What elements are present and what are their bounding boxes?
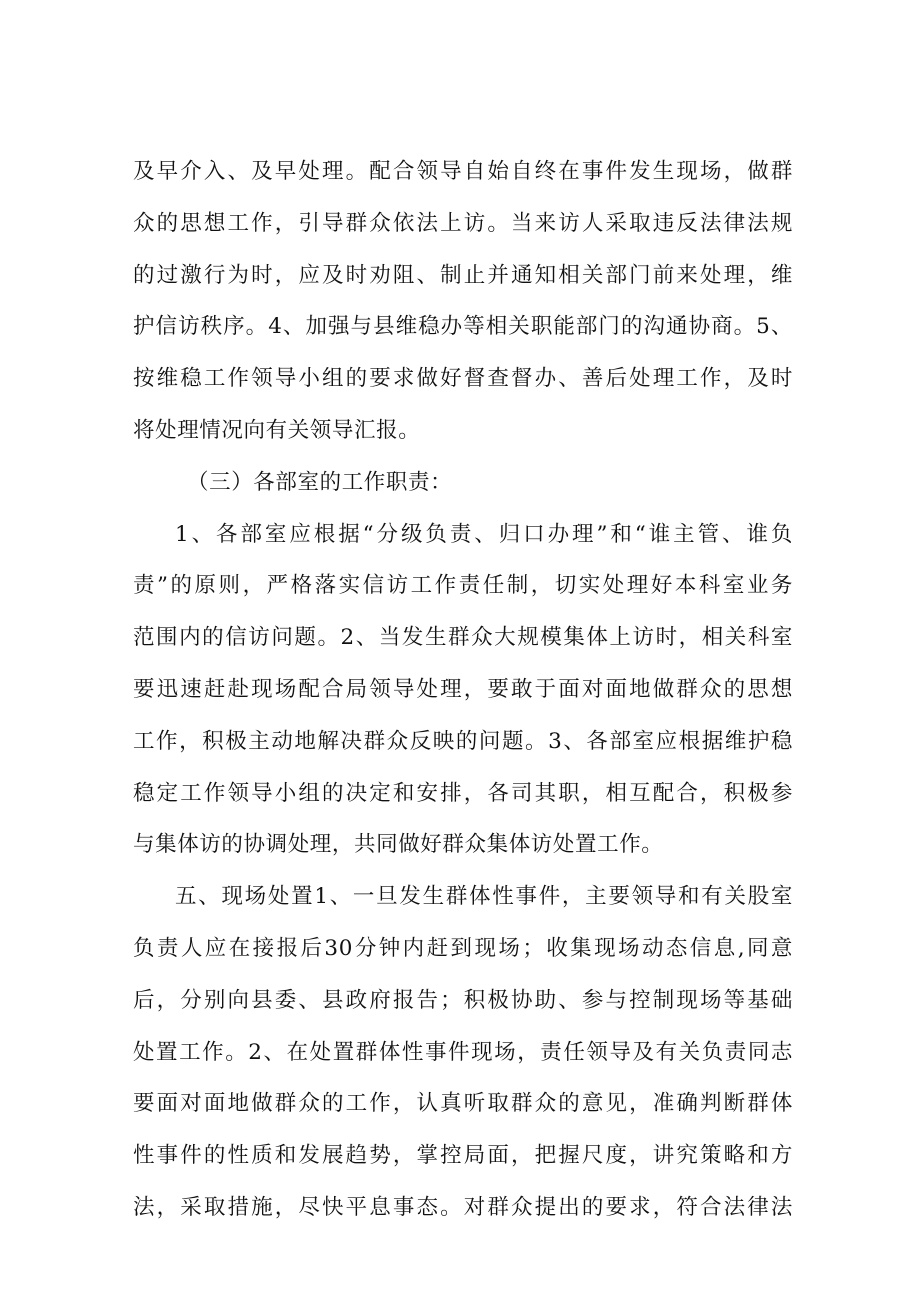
paragraph-line: 及早介入、及早处理。配合领导自始自终在事件发生现场，做群 xyxy=(133,159,793,184)
paragraph-line: 后，分别向县委、县政府报告；积极协助、参与控制现场等基础 xyxy=(133,988,793,1013)
paragraph-line: 五、现场处置1、一旦发生群体性事件，主要领导和有关股室 xyxy=(175,884,793,909)
paragraph-line: 众的思想工作，引导群众依法上访。当来访人采取违反法律法规 xyxy=(133,211,793,236)
paragraph-line: 处置工作。2、在处置群体性事件现场，责任领导及有关负责同志 xyxy=(133,1040,793,1065)
paragraph-line: 的过激行为时，应及时劝阻、制止并通知相关部门前来处理，维 xyxy=(133,263,793,288)
paragraph-line: 1、各部室应根据“分级负责、归口办理”和“谁主管、谁负 xyxy=(175,522,793,547)
paragraph-line: 要迅速赶赴现场配合局领导处理，要敢于面对面地做群众的思想 xyxy=(133,677,793,702)
paragraph-line: 将处理情况向有关领导汇报。 xyxy=(133,418,421,443)
paragraph-line: 性事件的性质和发展趋势，掌控局面，把握尺度，讲究策略和方 xyxy=(133,1143,793,1168)
paragraph-line: 法，采取措施，尽快平息事态。对群众提出的要求，符合法律法 xyxy=(133,1195,793,1220)
paragraph-line: 责”的原则，严格落实信访工作责任制，切实处理好本科室业务 xyxy=(133,573,793,598)
paragraph-line: 要面对面地做群众的工作，认真听取群众的意见，准确判断群体 xyxy=(133,1091,793,1116)
paragraph-line: 工作，积极主动地解决群众反映的问题。3、各部室应根据维护稳 xyxy=(133,729,793,754)
paragraph-line: 与集体访的协调处理，共同做好群众集体访处置工作。 xyxy=(133,832,664,857)
paragraph-line: 按维稳工作领导小组的要求做好督查督办、善后处理工作，及时 xyxy=(133,366,793,391)
paragraph-line: 范围内的信访问题。2、当发生群众大规模集体上访时，相关科室 xyxy=(133,625,793,650)
paragraph-line: 负责人应在接报后30分钟内赶到现场；收集现场动态信息,同意 xyxy=(133,936,793,961)
section-heading: （三）各部室的工作职责： xyxy=(187,470,453,495)
paragraph-line: 稳定工作领导小组的决定和安排，各司其职，相互配合，积极参 xyxy=(133,781,793,806)
paragraph-line: 护信访秩序。4、加强与县维稳办等相关职能部门的沟通协商。5、 xyxy=(133,314,793,339)
